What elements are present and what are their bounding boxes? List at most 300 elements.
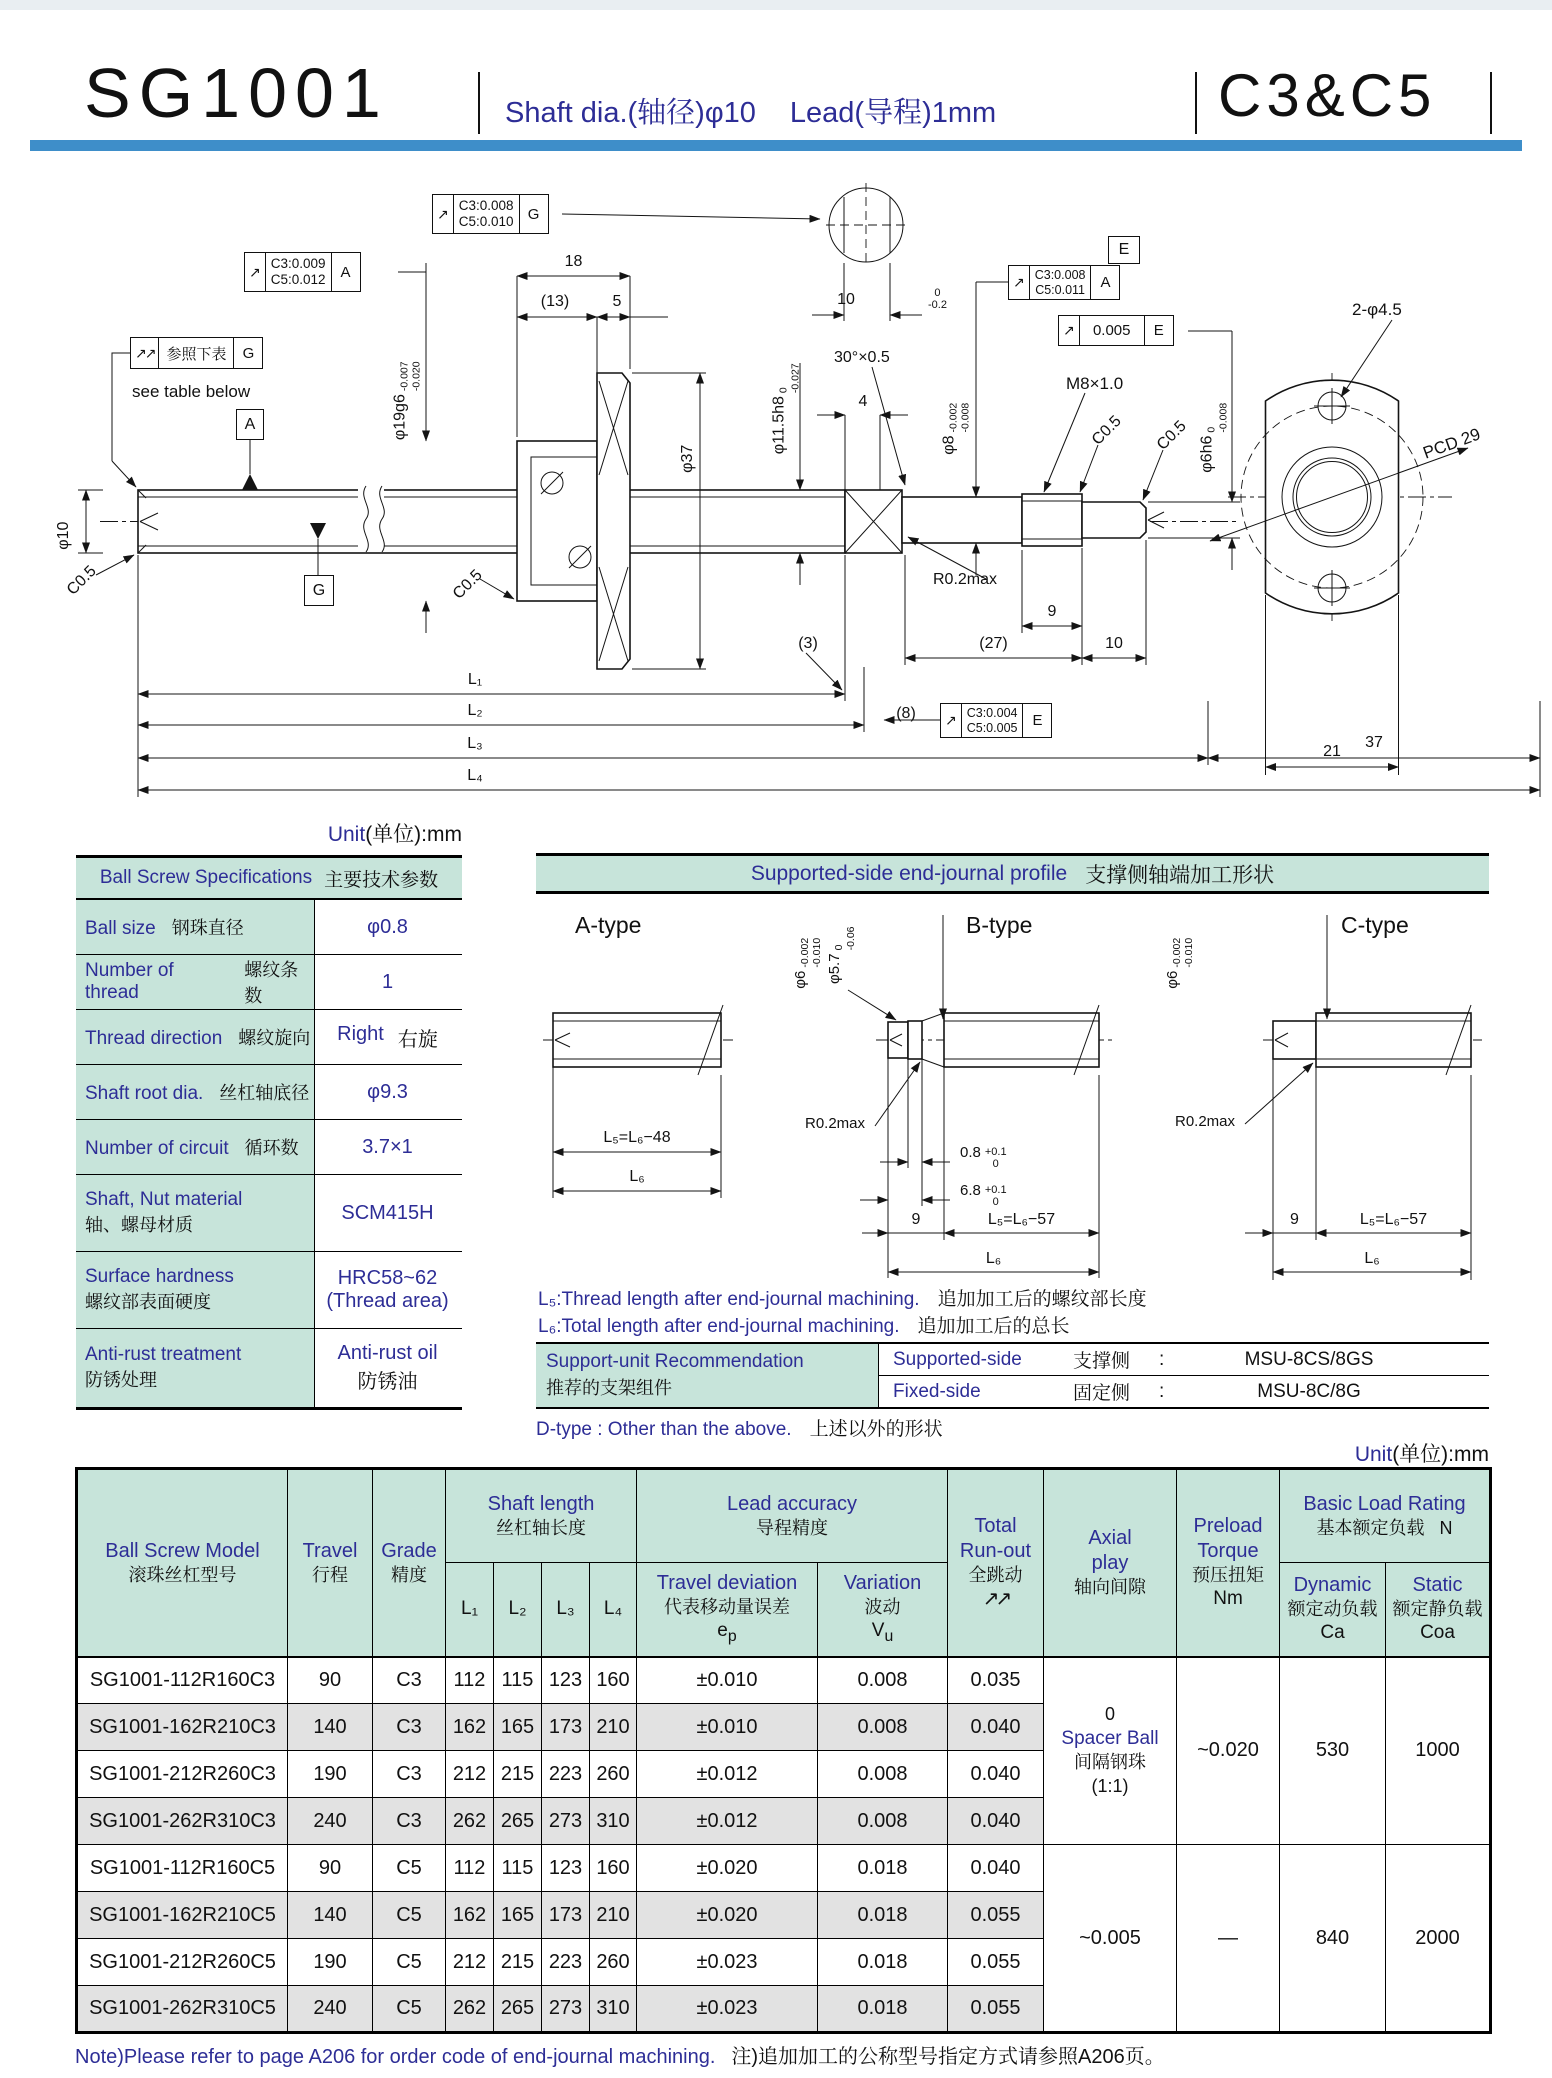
hdr-zh: 丝杠轴长度 [496,1517,586,1538]
dim-L1: L₁ [467,671,483,688]
variation-cell: 0.018 [818,1845,948,1892]
runout-arrow-icon: ↗ [433,195,454,233]
dia-value: φ6 [791,970,809,989]
tol-lower: -0.020 [410,361,422,392]
l3-cell: 173 [542,1892,590,1939]
runout-arrow-icon: ↗ [941,704,962,737]
tol-upper: -0.007 [398,361,411,392]
model-cell: SG1001-162R210C3 [77,1704,288,1751]
spec-label-en: Thread direction [85,1028,223,1049]
header-divider [478,72,480,134]
dim-L3: L₃ [467,735,483,752]
model-cell: SG1001-262R310C5 [77,1986,288,2033]
variation-cell: 0.018 [818,1986,948,2033]
a-type-label: A-type [575,912,642,938]
b-9-dim: 9 [911,1211,921,1228]
b-68-dim [960,1183,1007,1208]
fcf-value: C3:0.008 [458,198,514,214]
dim-value: 0.8 [960,1144,981,1161]
l4-cell: 310 [590,1798,637,1845]
dia-value: φ6 [1163,970,1181,989]
technical-drawing [0,145,1552,845]
model-table [75,1467,1492,2034]
fixed-side-row [879,1376,1489,1407]
tolerance [399,361,423,391]
b-type-label: B-type [966,912,1033,938]
col-header-dynamic [1280,1563,1386,1657]
dia6h6-label [1198,363,1230,513]
spec-label-en: Anti-rust treatment [85,1344,242,1365]
dim-21: 21 [1323,743,1341,760]
grade-cell: C5 [373,1986,446,2033]
travel-cell: 90 [288,1657,373,1704]
m8-thread-label: M8×1.0 [1066,374,1124,393]
dia19g6-label [391,321,423,481]
spec-value: HRC58~62 [337,1267,438,1289]
col-header-travel [288,1469,373,1657]
col-header-model [77,1469,288,1657]
hdr-zh [1280,1517,1489,1540]
dtype-note-zh: 上述以外的形状 [809,1419,943,1440]
hdr-zh: 行程 [312,1564,348,1585]
end-journal [845,490,1164,553]
l5-note [538,1284,1147,1311]
table-row [77,1845,1491,1892]
col-header-static [1386,1563,1491,1657]
spec-title-zh: 主要技术参数 [324,869,439,891]
spec-value: φ0.8 [367,915,408,938]
separator: : [1159,1380,1165,1402]
runout-arrow-icon: ↗ [1009,266,1030,299]
support-title-zh: 推荐的支架组件 [546,1378,672,1398]
travel-cell: 90 [288,1845,373,1892]
l3-cell: 123 [542,1657,590,1704]
tol-upper: -0.002 [947,402,960,433]
dim-8: (8) [896,705,916,722]
hdr-sym: Ca [1320,1622,1345,1644]
variation-cell: 0.008 [818,1751,948,1798]
spec-label-zh: 螺纹旋向 [238,1028,311,1048]
runout-cell: 0.040 [948,1751,1044,1798]
variation-cell: 0.018 [818,1892,948,1939]
hdr-zh: 波动 [864,1596,901,1617]
grade-cell: C3 [373,1657,446,1704]
l6-note [538,1311,1070,1338]
col-header-lead-accuracy [637,1469,948,1563]
header-subtitle [505,90,996,131]
hdr-sym [637,1619,817,1647]
header-divider [1490,72,1492,134]
hdr-en: Static [1412,1573,1463,1596]
hdr-zh: 全跳动 [968,1565,1023,1586]
dim-10: 10 [1105,635,1123,652]
tol-lower: -0.2 [928,299,947,312]
l3-cell: 123 [542,1845,590,1892]
b-l5-dim: L₅=L₆−57 [987,1211,1056,1228]
spec-value: 1 [381,970,394,993]
chamfer-c05-label: C0.5 [449,566,486,603]
deviation-cell: ±0.010 [637,1704,818,1751]
tolerance [1172,938,1196,968]
tolerance [985,1184,1007,1208]
runout-cell: 0.035 [948,1657,1044,1704]
l2-cell: 165 [494,1704,542,1751]
tol-upper: 0 [934,287,941,299]
hdr-sym: L₂ [508,1597,527,1619]
spec-label-zh: 防锈处理 [85,1370,157,1390]
dia-value: φ5.7 [825,953,843,985]
spec-row-hardness [76,1252,462,1329]
deviation-cell: ±0.012 [637,1798,818,1845]
hdr-en: Grade [381,1539,437,1562]
see-table-note: see table below [132,382,251,401]
dim-L4: L₄ [467,767,483,784]
hdr-zh: 预压扭矩 [1192,1564,1264,1585]
total-runout-icon: ↗↗ [982,1588,1009,1611]
model-cell: SG1001-212R260C5 [77,1939,288,1986]
hdr-en: Axial [1088,1527,1132,1550]
travel-cell: 240 [288,1798,373,1845]
axial-line: Spacer Ball [1061,1727,1159,1749]
tolerance [800,938,824,968]
tol-lower: 0 [992,1196,999,1209]
spec-label-zh: 螺纹部表面硬度 [85,1292,211,1312]
b-dia57-label [827,895,858,1015]
support-row-en: Supported-side [893,1348,1022,1370]
fcf-see-table [130,337,263,369]
fcf-value: C5:0.012 [270,272,326,287]
c-9-dim: 9 [1290,1211,1299,1228]
hdr-en: Variation [843,1571,922,1594]
c-dia6-label [1165,903,1196,1023]
runout-arrow-icon: ↗ [1059,316,1080,345]
b-r02-label: R0.2max [805,1115,866,1132]
hdr-unit: Nm [1213,1588,1243,1610]
spec-value: SCM415H [341,1201,434,1224]
dia-value: φ19g6 [391,394,409,441]
l4-cell: 210 [590,1892,637,1939]
deviation-cell: ±0.020 [637,1892,818,1939]
l5-note-en: L₅:Thread length after end-journal machining. [538,1289,920,1310]
unit-label [262,818,462,848]
support-row-zh: 支撑侧 [1073,1351,1131,1372]
col-header-l4 [590,1563,637,1657]
support-row-en: Fixed-side [893,1380,981,1402]
dtype-note-en: D-type : Other than the above. [536,1419,792,1440]
spec-value2: (Thread area) [326,1290,449,1312]
col-header-preload [1177,1469,1280,1657]
l3-cell: 273 [542,1986,590,2033]
dia8-label [940,354,972,504]
datum-ref: G [242,344,255,362]
separator: : [1159,1348,1165,1370]
spec-value: 3.7×1 [362,1135,413,1158]
spec-label-zh: 循环数 [244,1138,299,1158]
model-cell: SG1001-112R160C5 [77,1845,288,1892]
hdr-en: Basic Load Rating [1303,1492,1466,1515]
deviation-cell: ±0.010 [637,1657,818,1704]
l4-cell: 260 [590,1751,637,1798]
l1-cell: 112 [446,1657,494,1704]
deviation-cell: ±0.012 [637,1751,818,1798]
dia37-label: φ37 [679,444,697,473]
model-cell: SG1001-262R310C3 [77,1798,288,1845]
sym-sub: p [727,1628,737,1646]
support-title-en: Support-unit Recommendation [546,1351,804,1372]
spec-label-en: Surface hardness [85,1266,234,1287]
unit-rest: (单位):mm [365,823,462,846]
sym-base: e [717,1620,728,1642]
spec-label-en: Number of thread [85,960,174,1003]
col-header-variation [818,1563,948,1657]
datum-g-box: G [304,575,334,606]
ball-width-label: 10 [837,291,855,308]
header-divider [1195,72,1197,134]
spec-label-zh: 丝杠轴底径 [219,1083,310,1103]
l3-cell: 173 [542,1704,590,1751]
pcd-label: PCD 29 [1420,424,1483,463]
l2-cell: 265 [494,1986,542,2033]
hdr-en: play [1091,1552,1129,1575]
l3-cell: 223 [542,1939,590,1986]
spec-label-en: Number of circuit [85,1138,229,1159]
l2-cell: 215 [494,1751,542,1798]
runout-cell: 0.040 [948,1845,1044,1892]
unit-en: Unit [1354,1443,1393,1466]
page-top-strip [0,0,1552,10]
col-header-runout [948,1469,1044,1657]
b-08-dim [960,1145,1007,1170]
chamfer-c05-label: C0.5 [1088,412,1125,449]
grade-cell: C3 [373,1704,446,1751]
travel-cell: 190 [288,1939,373,1986]
sym-base: V [871,1620,885,1642]
datum-ref: E [1032,712,1043,729]
deviation-cell: ±0.020 [637,1845,818,1892]
support-row-value: MSU-8C/8G [1257,1380,1361,1402]
l1-cell: 112 [446,1845,494,1892]
l1-cell: 162 [446,1704,494,1751]
col-header-basic-load [1280,1469,1491,1563]
col-header-travel-deviation [637,1563,818,1657]
axial-line: 0 [1104,1704,1115,1725]
static-c5-cell: 2000 [1386,1845,1491,2033]
spec-row-antirust [76,1329,462,1407]
l1-cell: 262 [446,1798,494,1845]
l6-note-zh: 追加加工后的总长 [917,1316,1070,1337]
profile-title-en: Supported-side end-journal profile [750,861,1068,885]
c-l6-dim: L₆ [1364,1250,1380,1267]
hdr-sym [818,1619,947,1647]
unit-label [1289,1438,1489,1468]
hdr-zh: 额定动负载 [1287,1598,1378,1619]
sym-sub: u [884,1628,894,1646]
runout-arrow-icon: ↗ [245,253,266,291]
support-row-value: MSU-8CS/8GS [1244,1348,1374,1370]
dim-3: (3) [798,635,818,652]
c-r02-label: R0.2max [1175,1113,1236,1130]
model-cell: SG1001-212R260C3 [77,1751,288,1798]
profile-title-zh: 支撑侧轴端加工形状 [1085,863,1275,887]
spec-row-thread-direction [76,1010,462,1065]
l1-cell: 262 [446,1986,494,2033]
runout-cell: 0.040 [948,1798,1044,1845]
ball-nut [517,373,630,669]
spec-value: φ9.3 [367,1080,408,1103]
tol-lower: -0.008 [1217,402,1229,433]
runout-cell: 0.055 [948,1986,1044,2033]
axial-line: (1:1) [1091,1775,1129,1796]
a-l6-dim: L₆ [629,1168,645,1185]
dim-value: 6.8 [960,1182,981,1199]
col-header-l3 [542,1563,590,1657]
model-cell: SG1001-162R210C5 [77,1892,288,1939]
chamfer-c05-label: C0.5 [1153,417,1190,454]
dynamic-c3-cell: 530 [1280,1657,1386,1845]
grade-cell: C3 [373,1751,446,1798]
tol-upper: +0.1 [984,1146,1007,1158]
hdr-sym: Coa [1420,1622,1455,1644]
shaft-dia-label: Shaft dia.(轴径)φ10 [505,97,756,129]
grade-cell: C5 [373,1892,446,1939]
page-title: SG1001 [84,54,389,132]
col-header-shaft-length [446,1469,637,1563]
l2-cell: 115 [494,1845,542,1892]
hdr-sym: L₁ [461,1597,478,1619]
spec-row-material [76,1175,462,1252]
hdr-en: Run-out [959,1540,1032,1563]
travel-cell: 140 [288,1704,373,1751]
l6-note-en: L₆:Total length after end-journal machining. [538,1316,900,1337]
grade-cell: C3 [373,1798,446,1845]
dim-9: 9 [1047,603,1057,620]
hdr-en: Lead accuracy [726,1492,858,1515]
l2-cell: 165 [494,1892,542,1939]
spec-label-zh: 螺纹条数 [244,960,299,1006]
spec-row-circuits [76,1120,462,1175]
chamfer-c05-label: C0.5 [63,562,100,599]
hdr-zh: 代表移动量误差 [664,1596,790,1617]
spec-value-zh: 右旋 [397,1028,438,1051]
l1-cell: 212 [446,1939,494,1986]
l4-cell: 160 [590,1657,637,1704]
tol-upper: +0.1 [984,1184,1007,1196]
bolt-holes-label: 2-φ4.5 [1352,300,1402,319]
screw-shaft [138,486,845,553]
accuracy-grade: C3&C5 [1218,62,1437,129]
axial-play-c3-cell [1044,1657,1177,1845]
bottom-note-zh: 注)追加加工的公称型号指定方式请参照A206页。 [731,2046,1165,2068]
profile-lines [530,900,1540,1290]
variation-cell: 0.008 [818,1798,948,1845]
spec-row-ball-size [76,900,462,955]
tolerance [778,363,802,393]
thread-detail-circle [826,183,906,267]
spec-row-root-dia [76,1065,462,1120]
a-l5-dim: L₅=L₆−48 [603,1129,671,1146]
spec-label-en: Shaft root dia. [85,1083,204,1104]
chamfer-30-label: 30°×0.5 [834,349,890,366]
bottom-note [75,2040,1165,2069]
hdr-en: Travel [302,1539,358,1562]
hdr-en: Total [974,1515,1017,1538]
spec-label-zh: 轴、螺母材质 [85,1215,193,1235]
tolerance [834,926,858,950]
hdr-en: Dynamic [1293,1573,1372,1596]
col-header-l2 [494,1563,542,1657]
unit-rest: (单位):mm [1392,1443,1489,1466]
bottom-note-en: Note)Please refer to page A206 for order code of end-journal machining. [75,2046,716,2068]
col-header-axial-play [1044,1469,1177,1657]
fcf-runout-a [244,252,361,292]
fcf-value: C5:0.010 [458,214,514,229]
tol-lower: -0.06 [844,926,857,951]
tol-lower: -0.010 [1182,937,1195,968]
dim-L2: L₂ [467,702,483,719]
hdr-en: Ball Screw Model [105,1539,260,1562]
fcf-label: 参照下表 [159,338,234,368]
fcf-runout-e2 [940,703,1052,738]
datum-ref: E [1153,322,1164,339]
grade-cell: C5 [373,1845,446,1892]
support-row-zh: 固定侧 [1073,1383,1131,1404]
col-header-l1 [446,1563,494,1657]
hdr-unit: N [1439,1517,1453,1538]
variation-cell: 0.008 [818,1704,948,1751]
b-dia6-label [793,903,824,1023]
variation-cell: 0.018 [818,1939,948,1986]
tol-upper: 0 [832,944,845,951]
travel-cell: 190 [288,1751,373,1798]
hdr-en: Torque [1197,1539,1259,1562]
fcf-runout-e [1058,315,1174,346]
l4-cell: 160 [590,1845,637,1892]
preload-c3-cell: ~0.020 [1177,1657,1280,1845]
hdr-zh: 滚珠丝杠型号 [128,1564,237,1585]
dtype-note [536,1414,943,1441]
lead-label: Lead(导程)1mm [789,97,997,129]
profile-drawings [530,900,1540,1290]
tol-upper: 0 [777,387,790,394]
travel-cell: 240 [288,1986,373,2033]
table-row [77,1657,1491,1704]
l5-note-zh: 追加加工后的螺纹部长度 [937,1289,1147,1310]
runout-cell: 0.055 [948,1892,1044,1939]
deviation-cell: ±0.023 [637,1986,818,2033]
spec-label-en: Shaft, Nut material [85,1189,243,1210]
l2-cell: 215 [494,1939,542,1986]
axial-line: 间隔钢珠 [1074,1752,1146,1773]
spec-value: Anti-rust oil [337,1342,438,1364]
b-l6-dim: L₆ [985,1250,1002,1267]
fcf-value: C3:0.008 [1034,267,1086,282]
tol-upper: -0.002 [798,937,811,968]
datum-ref: A [1100,274,1111,291]
l4-cell: 260 [590,1939,637,1986]
support-unit-title [536,1344,879,1407]
static-c3-cell: 1000 [1386,1657,1491,1845]
hdr-sym: L₃ [556,1597,575,1619]
tolerance [948,403,972,433]
support-unit-table [536,1342,1489,1409]
dim-4: 4 [858,393,868,410]
l4-cell: 310 [590,1986,637,2033]
dia-value: φ11.5h8 [770,396,788,455]
l3-cell: 273 [542,1798,590,1845]
tol-lower: -0.008 [959,402,971,433]
fcf-value: C3:0.009 [270,256,326,272]
tol-upper: 0 [1205,426,1218,433]
